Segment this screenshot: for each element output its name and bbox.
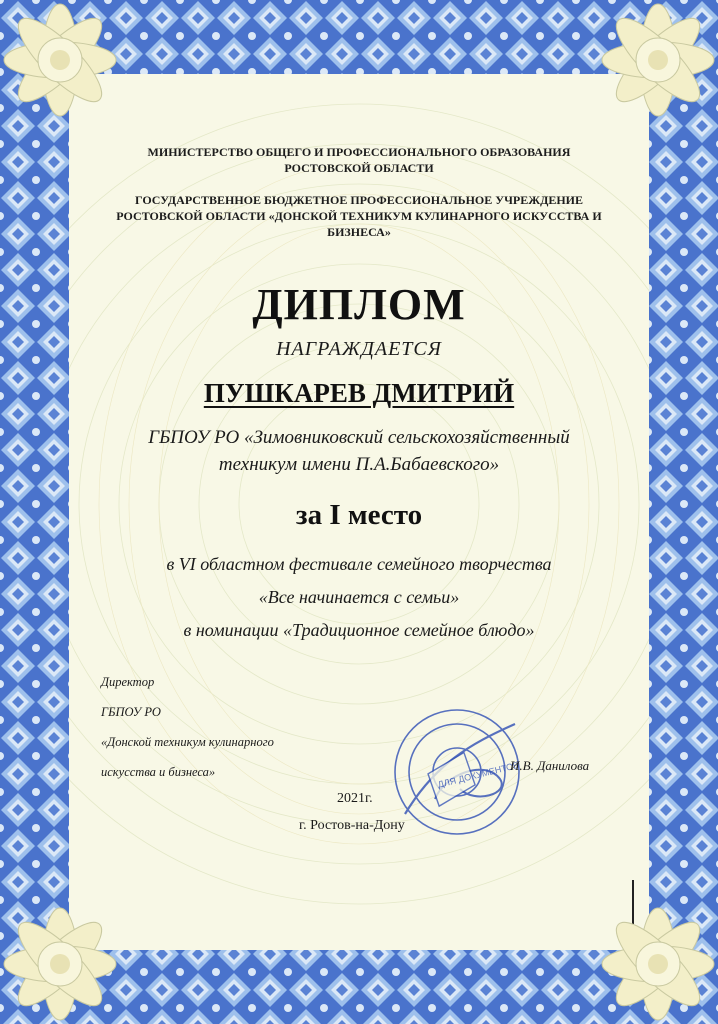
corner-ornament-top-right (598, 0, 718, 120)
awarded-label: НАГРАЖДАЕТСЯ (276, 338, 442, 360)
director-org-short: ГБПОУ РО (101, 705, 161, 719)
institution-heading (89, 192, 629, 240)
organization-line-2: техникум имени П.А.Бабаевского» (218, 454, 500, 475)
recipient-name (69, 378, 649, 409)
corner-ornament-top-left (0, 0, 120, 120)
corner-ornament-bottom-right (598, 904, 718, 1024)
ministry-line-2: РОСТОВСКОЙ ОБЛАСТИ (284, 161, 434, 175)
institution-line-1: ГОСУДАРСТВЕННОЕ БЮДЖЕТНОЕ ПРОФЕССИОНАЛЬНОЕ УЧРЕЖДЕНИЕ (134, 193, 584, 207)
issue-city: г. Ростов-на-Дону (299, 818, 405, 833)
ministry-line-1: МИНИСТЕРСТВО ОБЩЕГО И ПРОФЕССИОНАЛЬНОГО ОБРАЗОВАНИЯ (147, 145, 571, 159)
recipient-name-text: ПУШКАРЕВ ДМИТРИЙ (203, 378, 515, 408)
director-block (101, 667, 401, 787)
director-title: Директор (101, 675, 155, 689)
diploma-sheet (69, 74, 649, 950)
signer-name: И.В. Данилова (510, 758, 590, 773)
director-org-line-2: искусства и бизнеса» (101, 765, 216, 779)
award-place: за I место (295, 499, 423, 531)
director-org-line-1: «Донской техникум кулинарного (101, 735, 274, 749)
recipient-organization (99, 424, 619, 478)
issue-year: 2021г. (337, 791, 373, 806)
corner-ornament-bottom-left (0, 904, 120, 1024)
institution-line-3: БИЗНЕСА» (327, 225, 391, 239)
diploma-title: ДИПЛОМ (252, 280, 466, 329)
event-description (69, 548, 649, 647)
event-line-1: в VI областном фестивале семейного творчества (166, 554, 552, 574)
institution-line-2: РОСТОВСКОЙ ОБЛАСТИ «ДОНСКОЙ ТЕХНИКУМ КУЛИНАРНОГО ИСКУССТВА И (116, 209, 602, 223)
organization-line-1: ГБПОУ РО «Зимовниковский сельскохозяйственный (148, 427, 570, 448)
ministry-heading (69, 144, 649, 176)
stamp-text: ДЛЯ ДОКУМЕНТОВ (436, 759, 520, 790)
event-line-3: в номинации «Традиционное семейное блюдо» (183, 620, 535, 640)
event-line-2: «Все начинается с семьи» (258, 587, 460, 607)
